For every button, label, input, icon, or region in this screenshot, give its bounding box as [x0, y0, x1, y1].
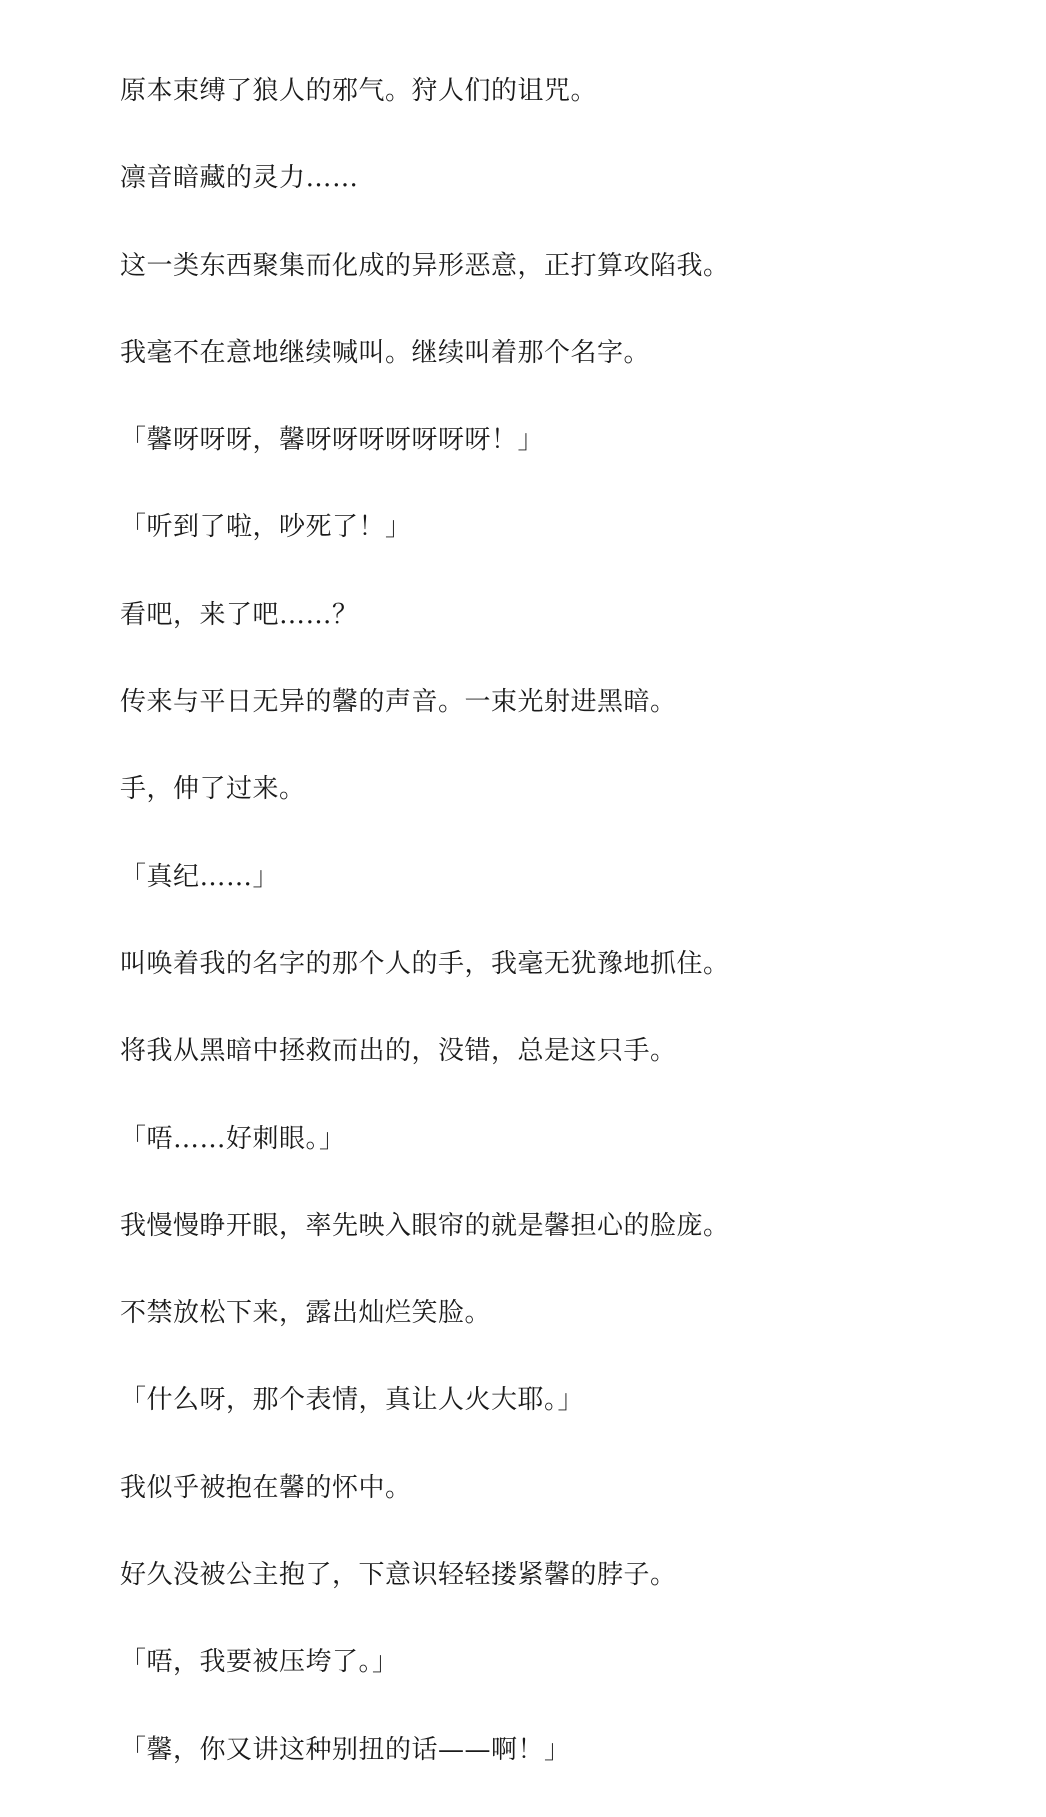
text-line: 「唔，我要被压垮了。」: [120, 1647, 399, 1678]
text-line: 不禁放松下来，露出灿烂笑脸。: [120, 1298, 492, 1329]
text-line: 传来与平日无异的馨的声音。一束光射进黑暗。: [120, 687, 677, 718]
text-line: 叫唤着我的名字的那个人的手，我毫无犹豫地抓住。: [120, 948, 730, 979]
text-body: [120, 45, 1000, 1817]
text-line: 手，伸了过来。: [120, 774, 306, 805]
text-line: 「真纪……」: [120, 861, 280, 892]
text-line: 我似乎被抱在馨的怀中。: [120, 1472, 412, 1503]
text-line: 看吧，来了吧……？: [120, 599, 359, 630]
text-line: 「唔……好刺眼。」: [120, 1123, 346, 1154]
text-line: 「馨，你又讲这种别扭的话——啊！」: [120, 1734, 571, 1765]
text-line: 这一类东西聚集而化成的异形恶意，正打算攻陷我。: [120, 250, 730, 281]
text-line: 「馨呀呀呀，馨呀呀呀呀呀呀呀！」: [120, 425, 545, 456]
text-line: 「听到了啦，吵死了！」: [120, 512, 412, 543]
text-line: 凛音暗藏的灵力……: [120, 163, 359, 194]
text-line: 我毫不在意地继续喊叫。继续叫着那个名字。: [120, 337, 651, 368]
text-line: 「什么呀，那个表情，真让人火大耶。」: [120, 1385, 585, 1416]
text-line: 好久没被公主抱了，下意识轻轻搂紧馨的脖子。: [120, 1560, 677, 1591]
text-line: 将我从黑暗中拯救而出的，没错，总是这只手。: [120, 1036, 677, 1067]
text-line: 我慢慢睁开眼，率先映入眼帘的就是馨担心的脸庞。: [120, 1210, 730, 1241]
text-line: 原本束缚了狼人的邪气。狩人们的诅咒。: [120, 76, 598, 106]
